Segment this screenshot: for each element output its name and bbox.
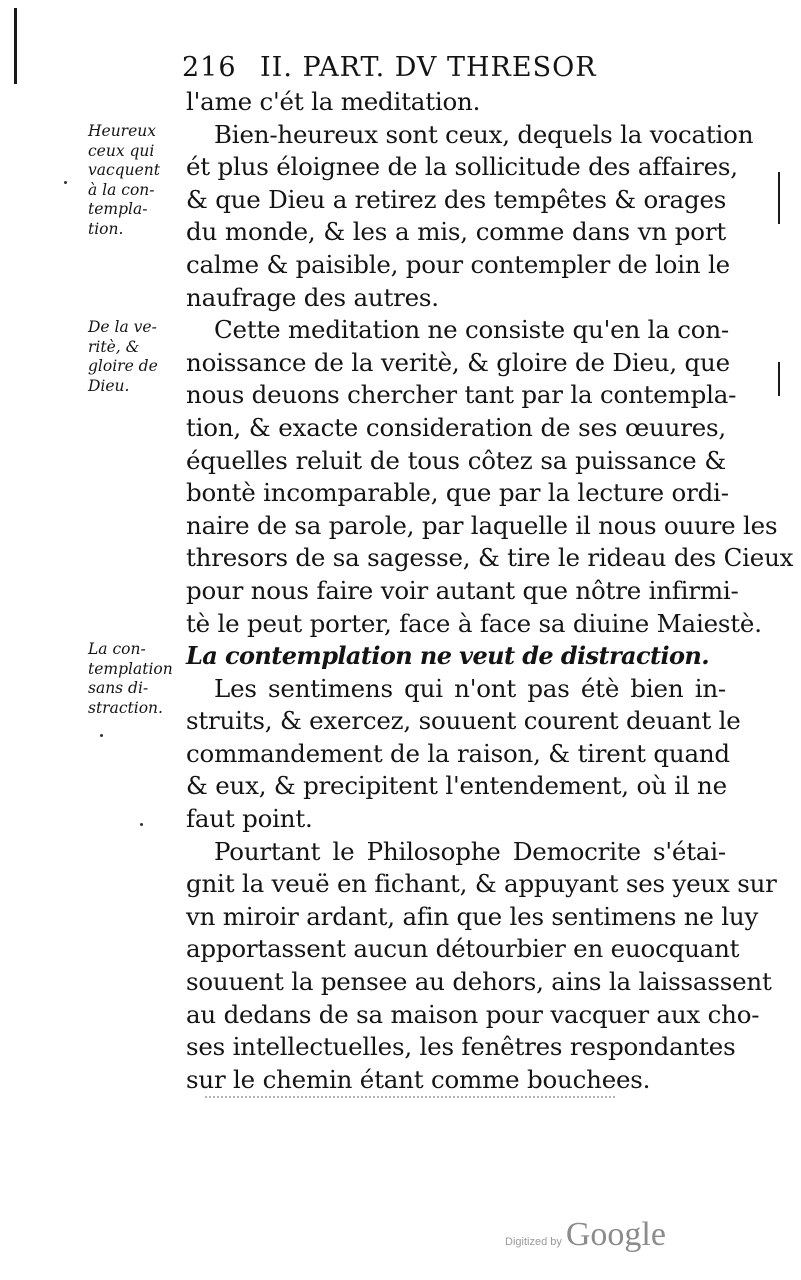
margin-note-line: templa- — [88, 200, 148, 218]
body-text — [186, 86, 794, 1096]
text-line: noissance de la veritè, & gloire de Dieu, que — [186, 347, 730, 377]
text-line: ét plus éloignee de la sollicitude des affaires, — [186, 152, 738, 182]
margin-note-line: à la con- — [88, 180, 155, 199]
text-line: commandement de la raison, & tirent quand — [186, 738, 730, 768]
page-number: 216 — [182, 52, 237, 83]
margin-note-line: sans di- — [88, 679, 149, 697]
watermark-brand: Google — [565, 1216, 666, 1253]
text-line: apportassent aucun détourbier en euocquant — [186, 934, 740, 964]
margin-note-line: straction. — [88, 698, 163, 717]
margin-note-line: Heureux — [88, 122, 156, 140]
margin-note-line: ceux qui — [88, 141, 155, 160]
section-heading: La contemplation ne veut de distraction. — [186, 641, 709, 671]
watermark-prefix: Digitized by — [505, 1236, 562, 1248]
margin-note-contemplation — [88, 122, 198, 239]
text-line: Pourtant le Philosophe Democrite s'étai- — [214, 836, 726, 866]
speck — [64, 181, 67, 184]
margin-note-line: La con- — [88, 640, 146, 658]
bleed-through-rule — [205, 1096, 615, 1098]
binding-edge-mark — [14, 8, 17, 84]
margin-note-verite — [88, 318, 198, 396]
text-line: vn miroir ardant, afin que les sentimens ne luy — [186, 901, 759, 931]
text-line: ses intellectuelles, les fenêtres respondantes — [186, 1032, 736, 1062]
text-line: tion, & exacte consideration de ses œuures, — [186, 412, 726, 442]
text-line: souuent la pensee au dehors, ains la laissassent — [186, 967, 772, 997]
margin-note-line: vacquent — [88, 161, 160, 179]
text-line: l'ame c'ét la meditation. — [186, 87, 481, 116]
text-line: struits, & exercez, souuent courent deuant le — [186, 706, 741, 736]
speck — [100, 734, 103, 737]
running-head — [182, 52, 652, 88]
text-line: thresors de sa sagesse, & tire le rideau des Cieux — [186, 543, 794, 573]
text-line: bontè incomparable, que par la lecture ordi- — [186, 478, 729, 508]
text-line: Cette meditation ne consiste qu'en la con- — [214, 315, 729, 345]
right-edge-mark-lower — [778, 362, 780, 396]
margin-note-line: tion. — [88, 219, 124, 238]
text-line: sur le chemin étant comme bouchees. — [186, 1064, 651, 1094]
text-line: & eux, & precipitent l'entendement, où il ne — [186, 771, 727, 801]
text-line: calme & paisible, pour contempler de loin le — [186, 249, 730, 279]
margin-note-distraction — [88, 640, 198, 718]
speck — [140, 823, 143, 826]
text-line: équelles reluit de tous côtez sa puissance & — [186, 445, 726, 475]
text-line: gnit la veuë en fichant, & appuyant ses yeux sur — [186, 869, 777, 899]
text-line: Bien-heureux sont ceux, dequels la vocation — [214, 119, 754, 149]
text-line: nous deuons chercher tant par la contempla- — [186, 380, 737, 410]
text-line: & que Dieu a retirez des tempêtes & orages — [186, 184, 727, 214]
text-line: du monde, & les a mis, comme dans vn port — [186, 217, 726, 247]
margin-note-line: Dieu. — [88, 376, 130, 395]
text-line: tè le peut porter, face à face sa diuine Maiestè. — [186, 608, 762, 638]
text-line: pour nous faire voir autant que nôtre infirmi- — [186, 575, 739, 605]
text-line: naire de sa parole, par laquelle il nous ouure les — [186, 510, 778, 540]
text-line: au dedans de sa maison pour vacquer aux cho- — [186, 999, 760, 1029]
margin-note-line: ritè, & — [88, 337, 140, 356]
right-edge-mark — [778, 172, 780, 224]
google-watermark — [505, 1216, 666, 1254]
margin-note-line: templation — [88, 659, 173, 678]
text-line: naufrage des autres. — [186, 282, 439, 312]
margin-note-line: De la ve- — [88, 318, 157, 336]
text-line: faut point. — [186, 804, 313, 834]
text-line: Les sentimens qui n'ont pas étè bien in- — [214, 673, 726, 703]
margin-note-line: gloire de — [88, 357, 158, 375]
running-title: II. PART. DV THRESOR — [260, 52, 597, 83]
